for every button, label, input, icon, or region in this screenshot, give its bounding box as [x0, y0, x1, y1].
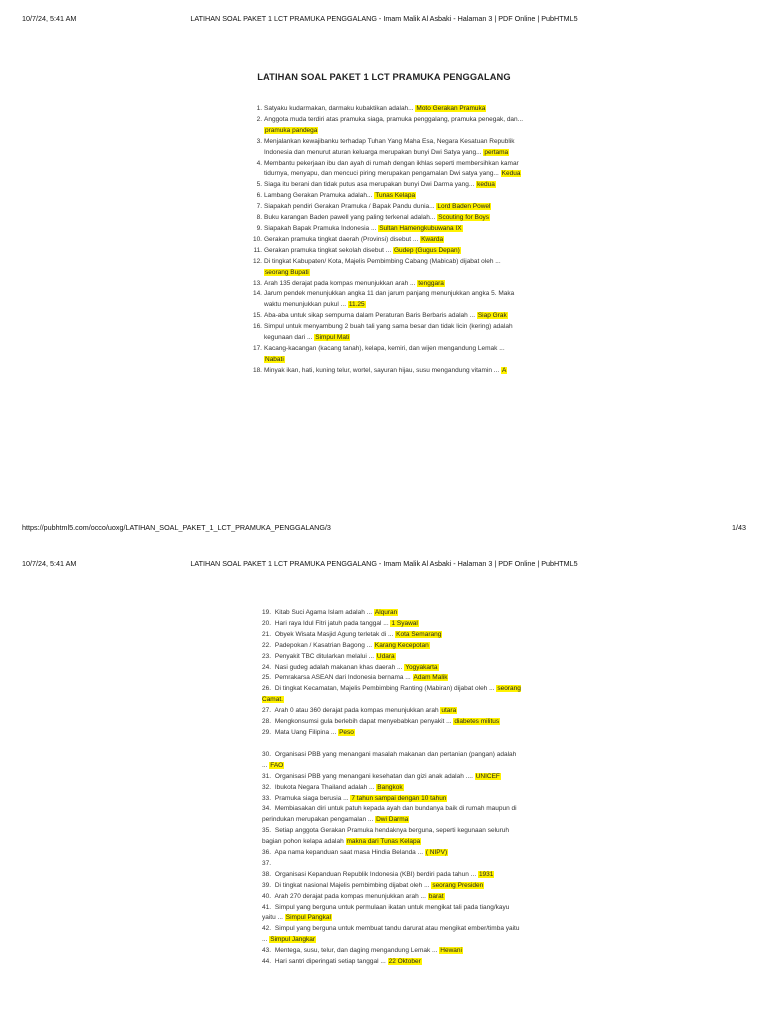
list-item — [262, 772, 522, 783]
item-number: 13. — [252, 279, 262, 287]
item-number: 1. — [256, 105, 262, 112]
question-text: Lambang Gerakan Pramuka adalah... — [264, 192, 375, 200]
question-text: Nasi gudeg adalah makanan khas daerah ... — [274, 663, 405, 671]
list-item — [250, 289, 524, 311]
list-item — [262, 630, 522, 641]
item-number: 24. — [262, 663, 272, 671]
question-text: Pramuka siaga berusia ... — [274, 794, 351, 802]
item-number: 39. — [262, 881, 272, 889]
answer-highlight: 1931 — [478, 870, 494, 878]
answer-highlight: Yogyakarta — [405, 663, 438, 671]
question-text: Simpul yang berguna untuk permulaan ikatan untuk mengikat tali pada tiang/kayu yaitu ... — [262, 903, 510, 922]
question-text: Siapakah pendiri Gerakan Pramuka / Bapak Pandu dunia... — [264, 203, 437, 211]
list-item — [262, 608, 522, 619]
item-number: 31. — [262, 772, 272, 780]
question-text: Arah 135 derajat pada kompas menunjukkan arah ... — [264, 279, 418, 287]
answer-highlight: Bangkok — [377, 783, 403, 791]
item-number: 43. — [262, 947, 272, 955]
list-item — [262, 903, 522, 925]
question-text: Arah 270 derajat pada kompas menunjukkan arah ... — [274, 892, 428, 900]
list-item — [250, 344, 524, 366]
list-item — [262, 673, 522, 684]
item-number: 21. — [262, 630, 272, 638]
item-number: 35. — [262, 827, 272, 835]
item-number: 19. — [262, 609, 272, 616]
list-item — [262, 750, 522, 772]
answer-highlight: Simpul Mati — [315, 334, 350, 342]
question-text: Minyak ikan, hati, kuning telur, wortel, sayuran hijau, susu mengandung vitamin ... — [264, 366, 502, 374]
answer-highlight: Siap Grak — [477, 312, 507, 320]
list-item — [262, 663, 522, 674]
item-number: 34. — [262, 805, 272, 813]
list-item — [262, 783, 522, 794]
list-item — [250, 246, 524, 257]
question-text: Anggota muda terdiri atas pramuka siaga, pramuka penggalang, pramuka penegak, dan... — [264, 115, 524, 123]
list-item — [250, 159, 524, 181]
answer-highlight: Moto Gerakan Pramuka — [416, 105, 486, 112]
item-number: 30. — [262, 750, 272, 758]
item-number: 36. — [262, 849, 272, 857]
item-number: 33. — [262, 794, 272, 802]
list-item — [262, 652, 522, 663]
item-number: 7. — [256, 203, 262, 211]
question-list-page-2 — [262, 608, 522, 968]
list-item — [250, 224, 524, 235]
answer-highlight: FAO — [270, 761, 284, 769]
question-list-page-1 — [250, 104, 524, 377]
answer-highlight: kedua — [477, 181, 495, 189]
question-text: Penyakit TBC ditularkan melalui ... — [274, 652, 376, 660]
document-title: LATIHAN SOAL PAKET 1 LCT PRAMUKA PENGGALANG — [257, 72, 511, 82]
answer-highlight: seorang Bupati — [265, 268, 309, 276]
question-text: Simpul yang berguna untuk membuat tandu darurat atau mengikat ember/timba yaitu ... — [262, 925, 520, 944]
list-item — [250, 213, 524, 224]
list-item — [262, 870, 522, 881]
item-number: 28. — [262, 718, 272, 726]
question-text: Arah 0 atau 360 derajat pada kompas menunjukkan arah — [274, 707, 441, 715]
question-text: Padepokan / Kasatrian Bagong ... — [274, 641, 374, 649]
question-text: Obyek Wisata Masjid Agung terletak di ... — [274, 630, 396, 638]
list-item — [262, 804, 522, 826]
question-text: Organisasi PBB yang menangani kesehatan dan gizi anak adalah .... — [274, 772, 475, 780]
print-url[interactable]: https://pubhtml5.com/occo/uoxg/LATIHAN_SOAL_PAKET_1_LCT_PRAMUKA_PENGGALANG/3 — [22, 523, 331, 532]
question-text: Mengkonsumsi gula berlebih dapat menyebabkan penyakit ... — [274, 718, 454, 726]
item-number: 37. — [262, 859, 272, 867]
page-counter: 1/43 — [732, 523, 746, 532]
list-item — [250, 279, 524, 290]
answer-highlight: pramuka pandega — [265, 126, 318, 134]
list-item — [250, 311, 524, 322]
list-item — [262, 946, 522, 957]
question-text: Di tingkat Kecamatan, Majelis Pembimbing Ranting (Mabiran) dijabat oleh ... — [274, 685, 497, 693]
list-item — [262, 641, 522, 652]
item-number: 20. — [262, 619, 272, 627]
list-item — [250, 104, 524, 115]
list-item — [262, 619, 522, 630]
list-item — [250, 202, 524, 213]
item-number: 42. — [262, 925, 272, 933]
item-number: 17. — [252, 344, 262, 352]
answer-highlight: Nabati — [265, 355, 284, 363]
answer-highlight: Sultan Hamengkubuwana IX — [379, 224, 462, 232]
list-item — [262, 848, 522, 859]
list-item — [250, 322, 524, 344]
list-spacer — [262, 739, 522, 750]
print-title: LATIHAN SOAL PAKET 1 LCT PRAMUKA PENGGALANG - Imam Malik Al Asbaki - Halaman 3 | PDF Online | PubHTML5 — [190, 559, 578, 568]
answer-highlight: 1 Syawal — [391, 619, 418, 627]
item-number: 3. — [256, 137, 262, 145]
item-number: 29. — [262, 728, 272, 736]
answer-highlight: Tunas Kelapa — [375, 192, 416, 200]
answer-highlight: seorang Presiden — [432, 881, 484, 889]
list-item — [262, 706, 522, 717]
question-text: Jarum pendek menunjukkan angka 11 dan jarum panjang menunjukkan angka 5. Maka waktu menunjukkan pukul ... — [264, 290, 515, 309]
item-number: 14. — [252, 290, 262, 298]
list-item — [250, 180, 524, 191]
answer-highlight: Lord Baden Powel — [437, 203, 491, 211]
item-number: 41. — [262, 903, 272, 911]
print-date: 10/7/24, 5:41 AM — [22, 559, 77, 568]
item-number: 2. — [256, 115, 262, 123]
question-text: Organisasi PBB yang menangani masalah makanan dan pertanian (pangan) adalah ... — [262, 750, 517, 769]
answer-highlight: Alquran — [374, 609, 398, 616]
list-item — [262, 728, 522, 739]
list-item — [250, 366, 524, 377]
question-text: Buku karangan Baden pawell yang paling terkenal adalah... — [264, 214, 438, 222]
answer-highlight: Peso — [339, 728, 354, 736]
question-text: Kitab Suci Agama Islam adalah ... — [274, 609, 374, 616]
question-text: Simpul untuk menyambung 2 buah tali yang sama besar dan tidak licin (kering) adalah kegunaan dari ... — [264, 323, 513, 342]
question-text: Gerakan pramuka tingkat sekolah disebut ... — [264, 246, 393, 254]
question-text: Menjalankan kewajibanku terhadap Tuhan Yang Maha Esa, Negara Kesatuan Republik Indonesia dan menurut aturan keluarga merupakan bunyi Dwi Satya yang... — [264, 137, 515, 156]
item-number: 27. — [262, 707, 272, 715]
item-number: 23. — [262, 652, 272, 660]
list-item — [262, 826, 522, 848]
list-item — [250, 115, 524, 137]
question-text: Pemrakarsa ASEAN dari Indonesia bernama ... — [274, 674, 413, 682]
print-header-page-2 — [0, 559, 768, 573]
question-text: Ibukota Negara Thailand adalah ... — [274, 783, 377, 791]
question-text: Mata Uang Filipina ... — [274, 728, 339, 736]
question-text: Siaga itu berani dan tidak putus asa merupakan bunyi Dwi Darma yang... — [264, 181, 477, 189]
answer-highlight: Scouting for Boys — [438, 214, 490, 222]
list-item — [250, 191, 524, 202]
question-text: Gerakan pramuka tingkat daerah (Provinsi) disebut ... — [264, 235, 421, 243]
question-text: Mentega, susu, telur, dan daging mengandung Lemak ... — [274, 947, 440, 955]
answer-highlight: Udara — [376, 652, 395, 660]
answer-highlight: diabetes militus — [454, 718, 500, 726]
question-text: Satyaku kudarmakan, darmaku kubaktikan adalah... — [264, 105, 416, 112]
answer-highlight: 7 tahun sampai dengan 10 tahun — [351, 794, 447, 802]
answer-highlight: Karang Kecepotan — [374, 641, 429, 649]
list-item — [250, 257, 524, 279]
list-item — [262, 892, 522, 903]
list-item — [262, 717, 522, 728]
answer-highlight: Adam Malik — [413, 674, 448, 682]
question-text: Apa nama kepanduan saat masa Hindia Belanda ... — [274, 849, 425, 857]
answer-highlight: barat — [428, 892, 444, 900]
answer-highlight: Kwarda — [421, 235, 444, 243]
list-item — [262, 957, 522, 968]
answer-highlight: Simpul Jangkar — [270, 936, 316, 944]
item-number: 4. — [256, 159, 262, 167]
question-text: Membantu pekerjaan ibu dan ayah di rumah dengan ikhlas seperti membersihkan kamar tidurnya, menyapu, dan mencuci piring merupakan pengamalan Dwi satya yang... — [264, 159, 519, 178]
answer-highlight: 22 Oktober — [388, 958, 421, 966]
list-item — [250, 137, 524, 159]
question-text: Organisasi Kepanduan Republik Indonesia (KBI) berdiri pada tahun ... — [274, 870, 478, 878]
answer-highlight: Kedua — [501, 170, 521, 178]
item-number: 22. — [262, 641, 272, 649]
list-item — [262, 924, 522, 946]
question-text: Di tingkat Kabupaten/ Kota, Majelis Pembimbing Cabang (Mabicab) dijabat oleh ... — [264, 257, 501, 265]
item-number: 18. — [252, 366, 262, 374]
item-number: 10. — [252, 235, 262, 243]
item-number: 5. — [256, 181, 262, 189]
list-item — [250, 235, 524, 246]
list-item — [262, 794, 522, 805]
answer-highlight: tenggara — [418, 279, 444, 287]
question-text: Aba-aba untuk sikap sempurna dalam Peraturan Baris Berbaris adalah ... — [264, 312, 477, 320]
answer-highlight: Simpul Pangkal — [285, 914, 331, 922]
item-number: 6. — [256, 192, 262, 200]
question-text: Hari santri diperingati setiap tanggal ... — [274, 958, 388, 966]
list-item — [262, 859, 522, 870]
item-number: 15. — [252, 312, 262, 320]
item-number: 32. — [262, 783, 272, 791]
answer-highlight: Dwi Darma — [376, 816, 409, 824]
question-text: Membiasakan diri untuk patuh kepada ayah dan bundanya baik di rumah maupun di perindukan merupakan pengamalan ... — [262, 805, 517, 824]
item-number: 16. — [252, 323, 262, 331]
item-number: 12. — [252, 257, 262, 265]
question-text: Hari raya Idul Fitri jatuh pada tanggal ... — [274, 619, 391, 627]
print-date: 10/7/24, 5:41 AM — [22, 14, 77, 23]
item-number: 11. — [253, 246, 262, 254]
answer-highlight: UNICEF — [475, 772, 500, 780]
question-text: Di tingkat nasional Majelis pembimbing dijabat oleh ... — [274, 881, 432, 889]
list-item — [262, 684, 522, 706]
item-number: 8. — [256, 214, 262, 222]
item-number: 40. — [262, 892, 272, 900]
answer-highlight: utara — [441, 707, 457, 715]
item-number: 44. — [262, 958, 272, 966]
question-text: Siapakah Bapak Pramuka Indonesia ... — [264, 224, 379, 232]
question-text: Kacang-kacangan (kacang tanah), kelapa, kemiri, dan wijen mengandung Lemak ... — [264, 344, 505, 352]
print-header — [0, 14, 768, 28]
list-item — [262, 881, 522, 892]
item-number: 9. — [256, 224, 262, 232]
question-text: Setiap anggota Gerakan Pramuka hendaknya berguna, seperti kegunaan seluruh bagian pohon kelapa adalah — [262, 827, 510, 846]
answer-highlight: pertama — [484, 148, 509, 156]
answer-highlight: A — [502, 366, 507, 374]
answer-highlight: makna dari Tunas Kelapa — [346, 838, 421, 846]
answer-highlight: Kota Semarang — [396, 630, 442, 638]
print-title: LATIHAN SOAL PAKET 1 LCT PRAMUKA PENGGALANG - Imam Malik Al Asbaki - Halaman 3 | PDF Online | PubHTML5 — [190, 14, 578, 23]
answer-highlight: seorang Camat. — [262, 685, 521, 704]
answer-highlight: Gudep (Gugus Depan) — [394, 246, 460, 254]
answer-highlight: Hewani — [440, 947, 462, 955]
item-number: 25. — [262, 674, 272, 682]
answer-highlight: 11.25 — [348, 301, 365, 309]
item-number: 38. — [262, 870, 272, 878]
answer-highlight: ( NIPV) — [425, 849, 448, 857]
item-number: 26. — [262, 685, 272, 693]
